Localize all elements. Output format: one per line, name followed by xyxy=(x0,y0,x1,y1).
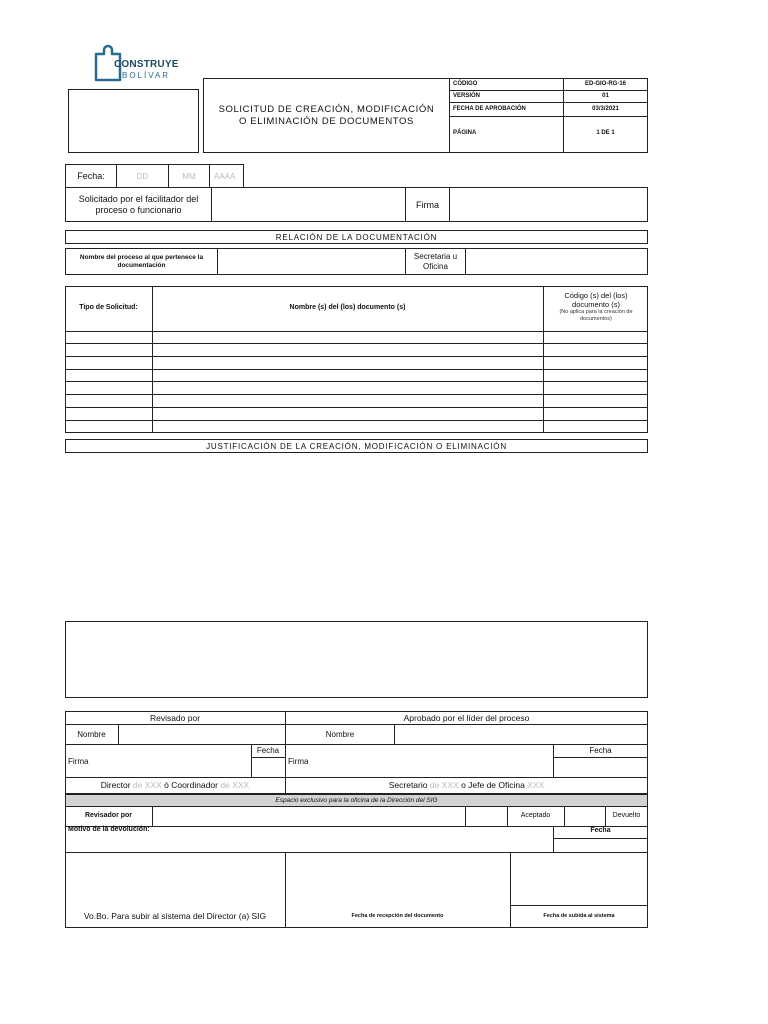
sig-extra-field[interactable] xyxy=(466,807,507,826)
sig-revisado-label: Revisador por xyxy=(84,812,133,819)
sig-title: Espacio exclusivo para la oficina de la Dirección del SIG xyxy=(275,797,438,804)
fecha-day-field[interactable] xyxy=(116,164,169,188)
logo-name-bottom: BOLÍVAR xyxy=(122,71,171,80)
header-title-box xyxy=(203,78,450,153)
codigo-value: ED-GIO-RG-16 xyxy=(584,81,626,87)
doc-table-row[interactable] xyxy=(65,407,648,420)
observaciones-box[interactable] xyxy=(65,621,648,698)
fecha-day-placeholder: DD xyxy=(136,171,149,181)
secretaria-label-cell xyxy=(405,248,466,275)
solicitado-firma-label: Firma xyxy=(416,199,439,210)
revisado-fecha-label: Fecha xyxy=(256,746,280,755)
fecha-month-placeholder: MM xyxy=(182,171,196,181)
aprobado-title: Aprobado por el líder del proceso xyxy=(403,713,530,723)
doc-table-row[interactable] xyxy=(65,343,648,356)
relacion-title: RELACIÓN DE LA DOCUMENTACIÓN xyxy=(275,232,438,242)
fecha-year-placeholder: AAAA xyxy=(214,171,236,181)
fecha-aprobacion-label: FECHA DE APROBACIÓN xyxy=(453,106,526,112)
solicitado-field[interactable] xyxy=(211,187,406,222)
revisado-nombre-field[interactable] xyxy=(119,725,285,744)
solicitado-firma-field[interactable] xyxy=(449,187,648,222)
devuelto-label: Devuelto xyxy=(612,812,641,819)
relacion-title-bar xyxy=(65,230,648,244)
aprobado-nombre-label: Nombre xyxy=(325,730,355,739)
proceso-label-cell xyxy=(65,248,218,275)
solicitado-firma-label-cell xyxy=(405,187,450,222)
logo-box xyxy=(68,89,199,153)
fecha-year-field[interactable] xyxy=(209,164,244,188)
revisado-nombre-label: Nombre xyxy=(77,730,106,739)
fecha-label-cell xyxy=(65,164,117,188)
pagina-value: 1 DE 1 xyxy=(596,130,615,136)
col-nombre-header: Nombre (s) del (los) documento (s) xyxy=(289,304,406,311)
director-role-line: Director de XXX ó Coordinador de XXX xyxy=(100,780,250,790)
version-value: 01 xyxy=(602,93,609,99)
aceptado-checkbox[interactable] xyxy=(565,807,605,826)
col-tipo-header: Tipo de Solicitud: xyxy=(79,304,138,311)
aprobado-firma-label: Firma xyxy=(288,757,309,766)
solicitado-label-cell xyxy=(65,187,212,222)
doc-table-row[interactable] xyxy=(65,420,648,433)
doc-table-row[interactable] xyxy=(65,331,648,343)
sig-revisado-field[interactable] xyxy=(153,807,465,826)
motivo-label: Motivo de la devolución: xyxy=(68,826,150,833)
fecha-recepcion-field[interactable] xyxy=(286,853,510,908)
doc-table-row[interactable] xyxy=(65,394,648,407)
motivo-field[interactable] xyxy=(66,838,553,852)
document-title: SOLICITUD DE CREACIÓN, MODIFICACIÓN O ELIMINACIÓN DE DOCUMENTOS xyxy=(218,103,435,127)
aceptado-label: Aceptado xyxy=(520,812,551,819)
motivo-fecha-label: Fecha xyxy=(590,827,611,834)
col-codigo-header xyxy=(544,291,648,323)
doc-table-row[interactable] xyxy=(65,356,648,369)
logo xyxy=(92,42,212,84)
aprobado-nombre-field[interactable] xyxy=(395,725,648,744)
revisado-firma-label: Firma xyxy=(68,757,89,766)
fecha-aprobacion-value: 03/3/2021 xyxy=(592,106,619,112)
doc-table-row[interactable] xyxy=(65,381,648,394)
proceso-field[interactable] xyxy=(217,248,406,275)
secretaria-label: Secretaria u Oficina xyxy=(413,251,458,271)
fecha-recepcion-label: Fecha de recepción del documento xyxy=(351,913,444,919)
pagina-label: PÁGINA xyxy=(453,130,477,136)
version-label: VERSIÓN xyxy=(453,93,481,99)
aprobado-fecha-label: Fecha xyxy=(589,746,612,755)
justificacion-title-bar xyxy=(65,439,648,453)
logo-name-top: CONSTRUYE xyxy=(114,59,179,70)
proceso-label: Nombre del proceso al que pertenece la documentación xyxy=(79,253,204,269)
solicitado-label: Solicitado por el facilitador del proceso o funcionario xyxy=(78,193,199,215)
vobo-label: Vo.Bo. Para subir al sistema del Director (a) SIG xyxy=(83,911,267,921)
justificacion-title: JUSTIFICACIÓN DE LA CREACIÓN, MODIFICACIÓN O ELIMINACIÓN xyxy=(206,441,507,451)
fecha-month-field[interactable] xyxy=(168,164,210,188)
col-codigo-note: (No aplica para la creación de documentos) xyxy=(559,309,633,322)
fecha-subida-label: Fecha de subida al sistema xyxy=(543,913,615,919)
codigo-label: CÓDIGO xyxy=(453,81,478,87)
doc-table-row[interactable] xyxy=(65,369,648,381)
vobo-signature-field[interactable] xyxy=(66,853,285,908)
justificacion-textarea[interactable] xyxy=(65,453,648,613)
secretaria-field[interactable] xyxy=(465,248,648,275)
fecha-label: Fecha: xyxy=(77,171,105,181)
fecha-subida-field[interactable] xyxy=(511,853,648,905)
secretario-role-line: Secretario de XXX o Jefe de Oficina XXX xyxy=(388,780,545,790)
col-codigo-title: Código (s) del (los) documento (s) xyxy=(564,291,628,309)
revisado-title: Revisado por xyxy=(149,713,201,723)
